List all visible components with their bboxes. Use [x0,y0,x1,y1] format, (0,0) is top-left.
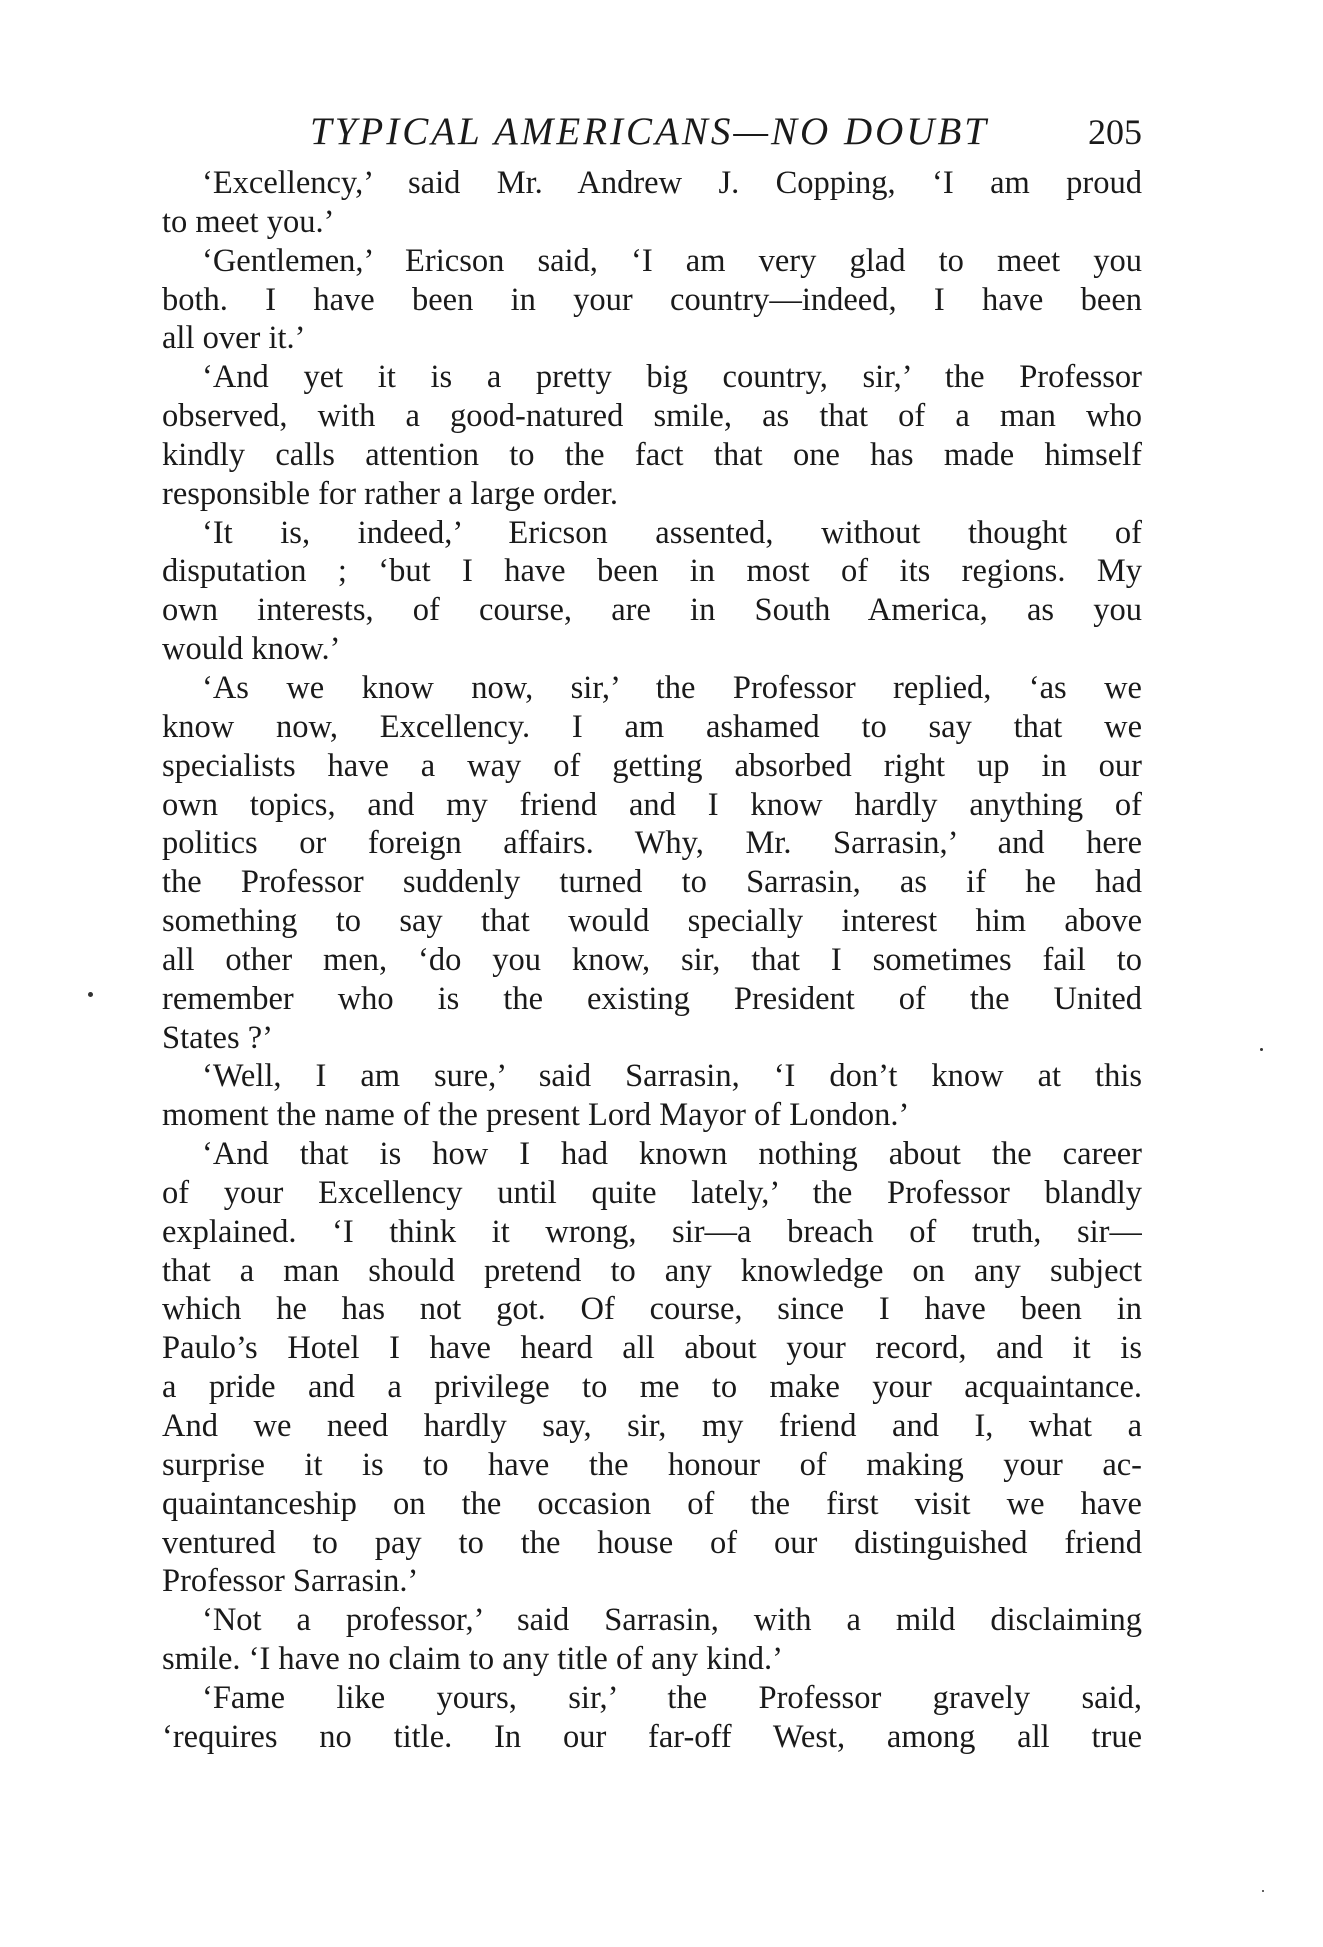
text-line: a pride and a privilege to me to make your acquaintance. [162,1369,1142,1406]
text-line: both. I have been in your country—indeed, I have been [162,281,1142,318]
text-line: that a man should pretend to any knowledge on any subject [162,1252,1142,1289]
text-line: would know.’ [162,631,341,668]
text-line: of your Excellency until quite lately,’ the Professor blandly [162,1174,1142,1211]
text-line: And we need hardly say, sir, my friend and I, what a [162,1408,1142,1444]
text-line: which he has not got. Of course, since I have been in [162,1291,1142,1328]
text-line: ‘Gentlemen,’ Ericson said, ‘I am very glad to meet you [202,242,1142,279]
text-line: surprise it is to have the honour of making your ac- [162,1446,1142,1483]
text-line: ‘As we know now, sir,’ the Professor replied, ‘as we [202,669,1142,706]
text-line: all other men, ‘do you know, sir, that I sometimes fail to [162,941,1142,978]
print-speck [1260,1048,1263,1051]
text-line: ‘Not a professor,’ said Sarrasin, with a mild disclaiming [202,1602,1142,1639]
text-line: the Professor suddenly turned to Sarrasin, as if he had [162,864,1142,901]
text-line: observed, with a good-natured smile, as that of a man who [162,398,1142,435]
text-line: ‘It is, indeed,’ Ericson assented, without thought of [202,514,1142,551]
text-line: Professor Sarrasin.’ [162,1563,419,1600]
text-line: ‘Fame like yours, sir,’ the Professor gravely said, [202,1679,1142,1716]
running-head [162,108,1142,156]
print-speck [88,992,93,997]
text-line: politics or foreign affairs. Why, Mr. Sarrasin,’ and here [162,825,1142,862]
print-speck [1262,1890,1264,1892]
text-line: quaintanceship on the occasion of the first visit we have [162,1485,1142,1522]
text-line: know now, Excellency. I am ashamed to say that we [162,708,1142,745]
text-line: ‘Excellency,’ said Mr. Andrew J. Copping, ‘I am proud [202,165,1142,201]
text-line: ventured to pay to the house of our distinguished friend [162,1524,1142,1561]
text-line: own interests, of course, are in South America, as you [162,592,1142,629]
text-line: ‘Well, I am sure,’ said Sarrasin, ‘I don’t know at this [202,1058,1142,1095]
text-line: moment the name of the present Lord Mayor of London.’ [162,1097,910,1134]
text-line: disputation ; ‘but I have been in most of its regions. My [162,553,1142,590]
text-line: ‘And that is how I had known nothing about the career [202,1136,1142,1173]
text-line: own topics, and my friend and I know hardly anything of [162,786,1142,823]
text-line: kindly calls attention to the fact that one has made himself [162,436,1142,473]
text-line: to meet you.’ [162,203,335,240]
text-line: all over it.’ [162,320,306,357]
text-line: specialists have a way of getting absorbed right up in our [162,747,1142,784]
text-line: ‘And yet it is a pretty big country, sir,’ the Professor [202,359,1142,396]
page-number: 205 [1088,112,1142,152]
text-line: States ?’ [162,1019,274,1056]
text-line: ‘requires no title. In our far-off West, among all true [162,1718,1142,1755]
text-line: explained. ‘I think it wrong, sir—a breach of truth, sir— [162,1213,1142,1250]
text-line: Paulo’s Hotel I have heard all about your record, and it is [162,1330,1142,1367]
running-title: TYPICAL AMERICANS—NO DOUBT [310,110,989,153]
text-line: something to say that would specially interest him above [162,903,1142,940]
body-text [162,164,1142,1757]
text-line: remember who is the existing President of the United [162,980,1142,1017]
text-line: smile. ‘I have no claim to any title of any kind.’ [162,1641,783,1678]
text-line: responsible for rather a large order. [162,475,619,512]
